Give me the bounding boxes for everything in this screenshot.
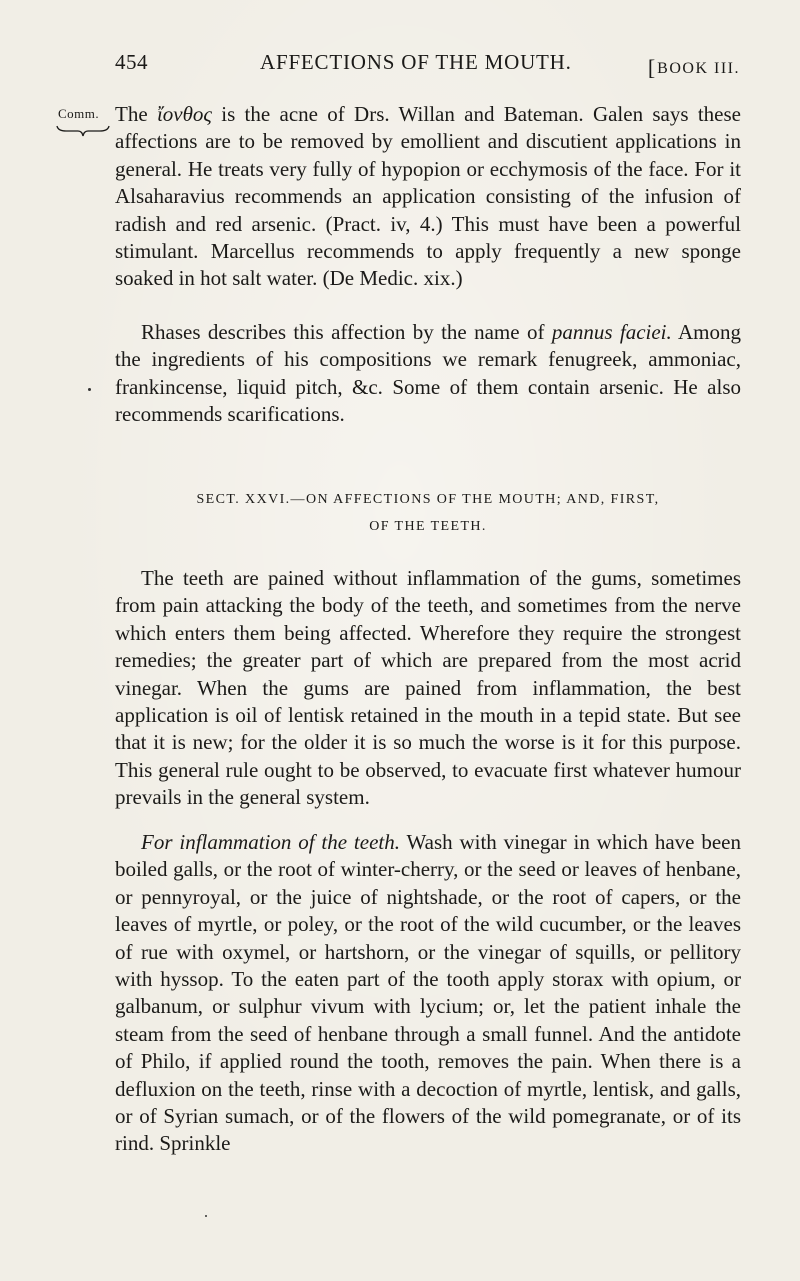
p2-italic-term: pannus faciei. xyxy=(551,320,672,344)
print-speck xyxy=(205,1215,207,1217)
body-paragraph-2 xyxy=(115,829,741,1158)
running-head xyxy=(115,50,740,80)
margin-brace-icon xyxy=(56,124,110,138)
book-bracket: [ xyxy=(647,55,656,80)
p1-lead: The xyxy=(115,102,157,126)
book-label-text: BOOK III. xyxy=(657,60,740,77)
section-heading xyxy=(115,486,741,540)
p1-greek-term: ἴονθος xyxy=(156,102,212,126)
page-number: 454 xyxy=(115,50,148,74)
p2-rest: Among the ingredients of his compositions we remark fenugreek, ammoniac, frankincense, liquid pitch, &c. Some of them contain arsenic. He also recommends scarifications. xyxy=(115,320,741,427)
p1-rest: is the acne of Drs. Willan and Bateman. Galen says these affections are to be removed by emollient and discutient applications in general. He treats very fully of hypopion or ecchymosis of the face. For it Alsaharavius recommends an application consisting of the infusion of radish and red arsenic. (Pract. iv, 4.) This must have been a powerful stimulant. Marcellus recommends to apply frequently a new sponge soaked in hot salt water. (De Medic. xix.) xyxy=(115,102,741,291)
section-heading-line-1: SECT. XXVI.—ON AFFECTIONS OF THE MOUTH; AND, FIRST, xyxy=(196,492,660,507)
p4-italic-heading: For inflammation of the teeth. xyxy=(141,830,400,854)
margin-comm-label: Comm. xyxy=(58,106,100,121)
section-heading-line-2: OF THE TEETH. xyxy=(369,519,487,534)
running-title: AFFECTIONS OF THE MOUTH. xyxy=(260,50,572,74)
commentary-paragraph-1 xyxy=(115,101,741,293)
body-paragraph-1 xyxy=(115,565,741,812)
p4-rest: Wash with vinegar in which have been boiled galls, or the root of winter-cherry, or the seed or leaves of henbane, or pennyroyal, or the juice of nightshade, or the root of capers, or the leaves of myrtle, or poley, or the root of the wild cucumber, or the leaves of rue with oxymel, or hartshorn, or the vinegar of squills, or pellitory with hyssop. To the eaten part of the tooth apply storax with opium, or galbanum, or sulphur vivum with lycium; or, let the patient inhale the steam from the seed of henbane through a small funnel. And the antidote of Philo, if applied round the tooth, removes the pain. When there is a defluxion on the teeth, rinse with a decoction of myrtle, lentisk, and galls, or of Syrian sumach, or of the flowers of the wild pomegranate, or of its rind. Sprinkle xyxy=(115,830,742,1156)
p2-lead: Rhases describes this affection by the name of xyxy=(141,320,552,344)
commentary-paragraph-2 xyxy=(115,319,741,429)
p3-text: The teeth are pained without inflammation of the gums, sometimes from pain attacking the body of the teeth, and sometimes from the nerve which enters them being affected. Wherefore they require the strongest remedies; the greater part of which are prepared from the most acrid vinegar. When the gums are pained from inflammation, the best application is oil of lentisk retained in the mouth in a tepid state. But see that it is new; for the older it is so much the worse is it for this purpose. This general rule ought to be observed, to evacuate first whatever humour prevails in the general system. xyxy=(115,566,741,810)
print-speck xyxy=(88,388,91,391)
book-label xyxy=(648,53,740,79)
